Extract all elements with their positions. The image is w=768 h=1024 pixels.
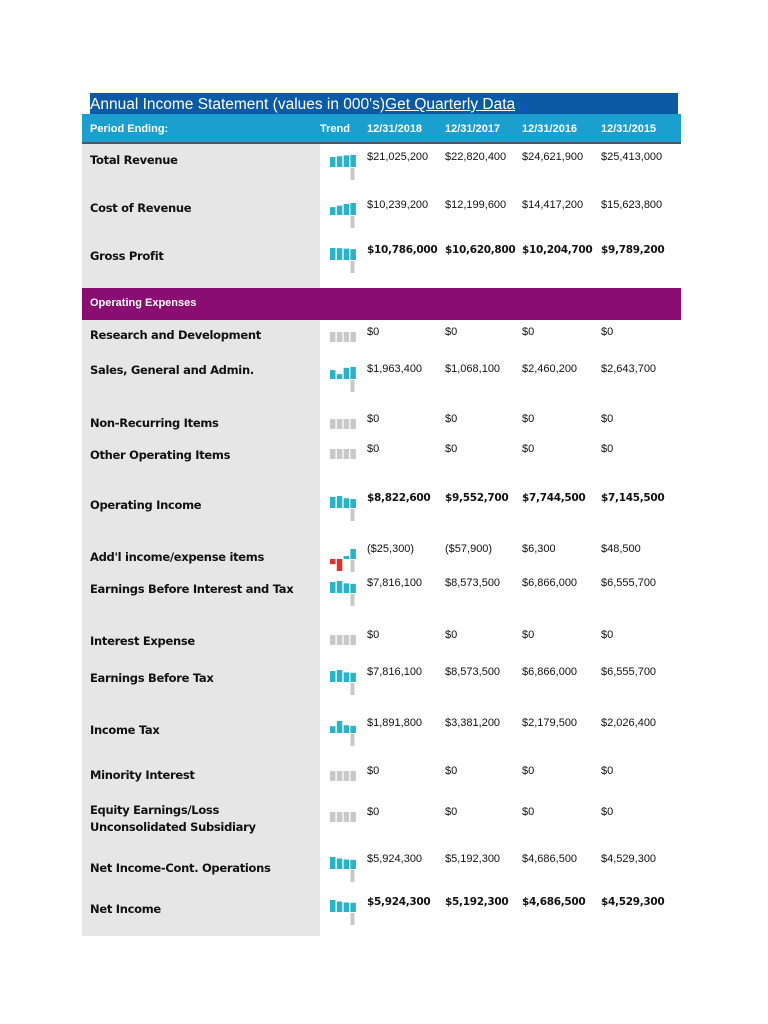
statement-row [82, 796, 681, 844]
row-value: $0 [601, 443, 614, 455]
trend-bar [344, 771, 350, 781]
trend-bar [344, 419, 350, 429]
row-label: Total Revenue [90, 153, 178, 167]
trend-sparkline [328, 667, 358, 697]
row-value: $8,573,500 [445, 577, 501, 589]
trend-bar [337, 812, 343, 822]
row-value: $9,552,700 [445, 492, 509, 504]
row-value: $10,204,700 [522, 244, 593, 256]
trend-bar [344, 903, 350, 912]
trend-bar [344, 155, 350, 167]
trend-sparkline [328, 897, 358, 927]
trend-bar [344, 725, 350, 733]
row-value: $10,786,000 [367, 244, 438, 256]
row-value: $8,573,500 [445, 666, 501, 678]
trend-bar [344, 368, 350, 379]
trend-scroll-marker [351, 509, 355, 521]
row-value: $0 [445, 806, 458, 818]
row-value: $0 [601, 629, 614, 641]
row-value: $7,744,500 [522, 492, 586, 504]
trend-bar [337, 206, 343, 215]
row-value: $24,621,900 [522, 151, 584, 163]
trend-bar [344, 672, 350, 682]
trend-bar [344, 449, 350, 459]
row-value: $10,620,800 [445, 244, 516, 256]
row-value: $1,068,100 [445, 363, 501, 375]
trend-bar [330, 671, 336, 682]
trend-bar [344, 583, 350, 593]
row-value: $22,820,400 [445, 151, 507, 163]
row-value: $7,816,100 [367, 666, 423, 678]
trend-bar [330, 248, 336, 260]
row-value: $0 [522, 629, 535, 641]
row-value: $5,192,300 [445, 896, 509, 908]
statement-row [82, 320, 681, 352]
row-label: Cost of Revenue [90, 201, 192, 215]
row-value: $9,789,200 [601, 244, 665, 256]
statement-row [82, 661, 681, 708]
trend-bar [350, 726, 356, 733]
row-value: $2,460,200 [522, 363, 578, 375]
row-label: Minority Interest [90, 768, 195, 782]
trend-scroll-marker [351, 913, 355, 925]
row-value: $0 [522, 326, 535, 338]
trend-bar [337, 449, 343, 459]
statement-title: Annual Income Statement (values in 000's) [90, 96, 386, 113]
trend-scroll-marker [351, 261, 355, 273]
income-statement [82, 93, 681, 936]
statement-row [82, 533, 681, 573]
row-value: $7,145,500 [601, 492, 665, 504]
trend-sparkline [328, 152, 358, 182]
row-value: ($25,300) [367, 543, 415, 555]
trend-bar [330, 812, 336, 822]
trend-bar [330, 582, 336, 593]
statement-row [82, 240, 681, 288]
statement-row [82, 352, 681, 404]
trend-bar [350, 203, 356, 215]
row-value: $0 [445, 765, 458, 777]
date-header: 12/31/2018 [367, 123, 423, 135]
row-label: Non-Recurring Items [90, 416, 219, 430]
row-value: $2,026,400 [601, 717, 657, 729]
trend-bar [344, 249, 350, 260]
statement-row [82, 708, 681, 756]
row-value: $6,555,700 [601, 666, 657, 678]
row-value: $0 [601, 326, 614, 338]
trend-bar [337, 374, 343, 379]
row-value: $0 [445, 629, 458, 641]
date-header: 12/31/2017 [445, 123, 501, 135]
trend-sparkline [328, 200, 358, 230]
row-label: Other Operating Items [90, 448, 231, 462]
trend-bar [350, 249, 356, 260]
row-value: $10,239,200 [367, 199, 429, 211]
trend-bar [350, 419, 356, 429]
trend-bar [350, 449, 356, 459]
trend-bar [350, 499, 356, 508]
trend-bar [330, 497, 336, 508]
row-label: Income Tax [90, 723, 160, 737]
row-value: $0 [367, 413, 380, 425]
row-value: $6,300 [522, 543, 556, 555]
trend-bar [330, 332, 336, 342]
row-value: $0 [601, 806, 614, 818]
row-value: $4,686,500 [522, 896, 586, 908]
trend-bar [344, 635, 350, 645]
trend-sparkline [328, 493, 358, 523]
row-value: ($57,900) [445, 543, 493, 555]
row-value: $0 [367, 326, 380, 338]
trend-scroll-marker [351, 734, 355, 746]
trend-sparkline [328, 766, 358, 796]
trend-bar [337, 635, 343, 645]
trend-bar [344, 556, 350, 559]
row-value: $15,623,800 [601, 199, 663, 211]
row-value: $0 [601, 765, 614, 777]
trend-sparkline [328, 245, 358, 275]
statement-row [82, 573, 681, 621]
row-value: $1,891,800 [367, 717, 423, 729]
trend-bar [350, 332, 356, 342]
row-value: $1,963,400 [367, 363, 423, 375]
trend-bar [350, 812, 356, 822]
trend-sparkline [328, 718, 358, 748]
row-value: $0 [367, 629, 380, 641]
trend-bar [330, 559, 336, 564]
trend-header: Trend [320, 123, 350, 135]
trend-bar [350, 635, 356, 645]
trend-bar [337, 581, 343, 593]
trend-bar [337, 248, 343, 260]
trend-scroll-marker [351, 870, 355, 882]
trend-bar [344, 332, 350, 342]
trend-sparkline [328, 364, 358, 394]
row-value: $0 [445, 326, 458, 338]
date-header: 12/31/2016 [522, 123, 578, 135]
trend-bar [337, 858, 343, 869]
row-value: $6,866,000 [522, 666, 578, 678]
trend-bar [350, 903, 356, 912]
row-value: $0 [601, 413, 614, 425]
row-value: $12,199,600 [445, 199, 507, 211]
trend-scroll-marker [351, 380, 355, 392]
row-label: Sales, General and Admin. [90, 363, 254, 377]
row-value: $2,643,700 [601, 363, 657, 375]
trend-scroll-marker [351, 594, 355, 606]
trend-bar [330, 370, 336, 379]
statement-row [82, 892, 681, 936]
statement-row [82, 144, 681, 192]
trend-bar [350, 155, 356, 167]
row-value: $48,500 [601, 543, 641, 555]
trend-scroll-marker [351, 168, 355, 180]
trend-bar [330, 419, 336, 429]
quarterly-data-link[interactable]: Get Quarterly Data [385, 96, 516, 113]
row-value: $0 [367, 443, 380, 455]
trend-bar [350, 673, 356, 682]
trend-sparkline [328, 544, 358, 574]
row-label: Net Income-Cont. Operations [90, 861, 271, 875]
row-value: $14,417,200 [522, 199, 584, 211]
trend-sparkline [328, 854, 358, 884]
row-value: $0 [522, 806, 535, 818]
trend-bar [350, 367, 356, 379]
statement-row [82, 192, 681, 240]
trend-bar [330, 207, 336, 215]
row-value: $0 [445, 413, 458, 425]
trend-sparkline [328, 630, 358, 660]
trend-sparkline [328, 578, 358, 608]
row-label: Net Income [90, 902, 161, 916]
trend-bar [337, 496, 343, 508]
row-value: $4,686,500 [522, 853, 578, 865]
row-value: $0 [367, 806, 380, 818]
trend-bar [337, 419, 343, 429]
row-value: $4,529,300 [601, 896, 665, 908]
trend-sparkline [328, 807, 358, 837]
trend-scroll-marker [351, 560, 355, 572]
trend-bar [350, 584, 356, 593]
expense-rows [82, 320, 681, 936]
trend-sparkline [328, 444, 358, 474]
trend-bar [344, 204, 350, 215]
row-value: $0 [522, 413, 535, 425]
row-value: $0 [522, 765, 535, 777]
row-value: $25,413,000 [601, 151, 663, 163]
row-label: Research and Development [90, 328, 261, 342]
trend-bar [344, 498, 350, 508]
row-label: Gross Profit [90, 249, 164, 263]
trend-scroll-marker [351, 683, 355, 695]
trend-bar [344, 860, 350, 869]
trend-bar [337, 901, 343, 912]
trend-bar [337, 156, 343, 167]
section-label: Operating Expenses [90, 297, 197, 309]
statement-row [82, 844, 681, 892]
row-value: $6,555,700 [601, 577, 657, 589]
statement-row [82, 756, 681, 796]
section-header [82, 288, 681, 320]
trend-bar [330, 726, 336, 733]
trend-bar [350, 549, 356, 559]
trend-bar [330, 157, 336, 167]
trend-bar [350, 860, 356, 869]
trend-scroll-marker [351, 216, 355, 228]
row-value: $7,816,100 [367, 577, 423, 589]
date-header: 12/31/2015 [601, 123, 657, 135]
trend-bar [330, 857, 336, 869]
row-label: Add'l income/expense items [90, 550, 265, 564]
trend-bar [330, 771, 336, 781]
row-value: $5,924,300 [367, 896, 431, 908]
row-value: $4,529,300 [601, 853, 657, 865]
trend-bar [337, 771, 343, 781]
statement-row [82, 404, 681, 439]
trend-bar [350, 771, 356, 781]
row-value: $5,924,300 [367, 853, 423, 865]
row-value: $8,822,600 [367, 492, 431, 504]
revenue-rows [82, 144, 681, 288]
trend-bar [337, 670, 343, 682]
row-value: $2,179,500 [522, 717, 578, 729]
trend-bar [337, 332, 343, 342]
row-label: Earnings Before Interest and Tax [90, 582, 294, 596]
period-ending-label: Period Ending: [90, 123, 169, 135]
trend-bar [337, 721, 343, 733]
row-value: $0 [367, 765, 380, 777]
header-row [82, 114, 681, 144]
row-label: Equity Earnings/Loss Unconsolidated Subsidiary [90, 803, 256, 834]
trend-bar [330, 635, 336, 645]
statement-row [82, 483, 681, 533]
row-value: $0 [522, 443, 535, 455]
title-bar [90, 93, 678, 114]
row-value: $21,025,200 [367, 151, 429, 163]
trend-bar [330, 900, 336, 912]
row-value: $5,192,300 [445, 853, 501, 865]
row-label: Earnings Before Tax [90, 671, 214, 685]
statement-row [82, 439, 681, 483]
row-value: $3,381,200 [445, 717, 501, 729]
statement-row [82, 621, 681, 661]
row-label: Interest Expense [90, 634, 195, 648]
row-value: $0 [445, 443, 458, 455]
trend-bar [344, 812, 350, 822]
row-label: Operating Income [90, 498, 202, 512]
trend-bar [337, 559, 343, 571]
row-value: $6,866,000 [522, 577, 578, 589]
trend-bar [330, 449, 336, 459]
